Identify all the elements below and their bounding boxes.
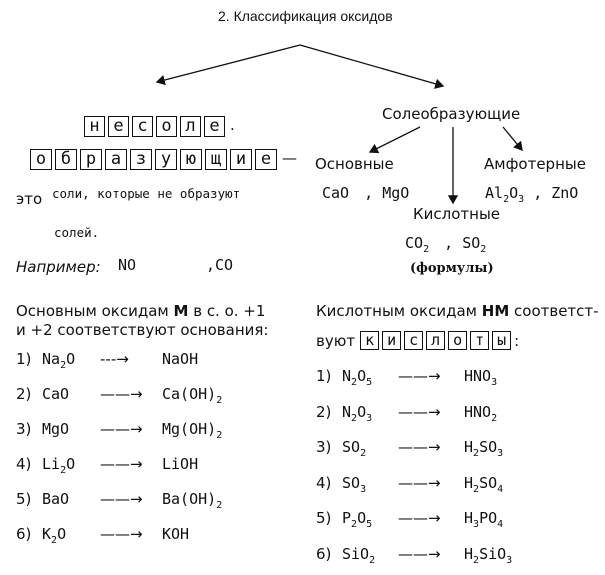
reaction-arrow: ——→ (100, 490, 143, 508)
letters-row-2 (30, 149, 297, 170)
basic-section-line-1: Основным оксидам М в с. о. +1 (16, 302, 266, 320)
amphoteric-examples: $Al_2O_3$ , ZnO (485, 184, 579, 205)
reaction-arrow: ——→ (398, 438, 441, 456)
letter-box: е (204, 116, 225, 137)
row-number: 4) (316, 473, 332, 492)
reaction-arrow: ——→ (100, 525, 143, 543)
row-number: 2) (16, 385, 32, 403)
product-sub: 2 (216, 395, 223, 406)
letter-box: щ (205, 149, 227, 170)
row-number: 3) (316, 438, 332, 456)
reaction-row (316, 367, 497, 388)
reaction-row (316, 509, 503, 530)
letter-box: л (180, 116, 201, 137)
row-number: 1) (16, 350, 32, 368)
product-part: LiOH (162, 455, 199, 473)
trail-dash: — (282, 149, 297, 167)
reaction-row (16, 490, 222, 511)
product-part: H (464, 473, 474, 492)
oxide-sub: 2 (351, 519, 358, 530)
product-sub: 2 (473, 554, 480, 566)
oxide-formula (42, 490, 100, 508)
page-title: 2. Классификация оксидов (218, 8, 393, 24)
letter-box: з (130, 149, 152, 170)
letters-row-1 (84, 116, 235, 137)
oxide-part: MgO (42, 420, 70, 438)
reaction-arrow: ——→ (398, 402, 441, 421)
reaction-arrow: ——→ (398, 544, 441, 563)
row-number: 3) (16, 420, 32, 438)
reaction-row (16, 420, 222, 441)
product-sub: 2 (473, 448, 480, 459)
example-co: ,CO (206, 256, 234, 274)
basic-examples: CaO , MgO (322, 184, 410, 202)
letter-box: с (404, 331, 423, 350)
acidic-label: Кислотные (413, 205, 501, 223)
product-formula (464, 509, 504, 530)
reaction-row (316, 403, 497, 424)
arrow-to-basic (370, 127, 420, 152)
reaction-arrow: ---→ (100, 350, 129, 368)
product-formula (162, 350, 198, 368)
oxide-formula (42, 350, 100, 371)
oxide-part: N (342, 367, 352, 385)
trail-dot: . (230, 116, 235, 134)
reaction-row (16, 455, 198, 476)
oxide-formula (342, 509, 398, 530)
product-sub: 2 (473, 483, 480, 495)
oxide-part: Li (42, 455, 61, 473)
letter-box: т (470, 331, 489, 350)
acidic-examples: $CO_2$ , $SO_2$ (405, 234, 487, 255)
oxide-sub: 2 (351, 412, 358, 424)
product-part: KOH (162, 525, 190, 543)
reaction-arrow: ——→ (398, 473, 441, 492)
reaction-row (16, 525, 189, 546)
basic-section-line-2: и +2 соответствуют основания: (16, 321, 269, 339)
product-formula (162, 455, 198, 473)
oxide-part: SO (342, 438, 361, 456)
arrow-to-nonsalt (157, 45, 300, 82)
definition-line-2: солей. (54, 225, 100, 240)
oxide-sub: 2 (60, 360, 67, 371)
reaction-arrow: ——→ (100, 420, 143, 438)
row-number: 1) (316, 367, 332, 385)
product-sub: 2 (491, 412, 498, 424)
oxide-part: O (66, 455, 76, 473)
oxide-sub: 2 (369, 554, 376, 566)
product-part: SiO (479, 544, 507, 563)
oxide-part: Na (42, 350, 61, 368)
definition-line-1: соли, которые не образуют (52, 186, 241, 201)
reaction-row (316, 438, 503, 459)
reaction-arrow: ——→ (398, 367, 441, 385)
oxide-part: O (57, 525, 67, 543)
oxide-formula (342, 474, 398, 495)
oxide-sub: 5 (366, 377, 373, 388)
product-formula (162, 490, 223, 511)
letter-box: у (155, 149, 177, 170)
eto-label: это (16, 190, 43, 208)
letter-box: е (255, 149, 277, 170)
oxide-part: P (342, 509, 352, 527)
reaction-row (316, 545, 512, 566)
acid-section-line-2: вуют к и с л о т ы : (316, 331, 520, 350)
product-formula (162, 525, 189, 543)
product-sub: 2 (216, 500, 223, 511)
row-number: 4) (16, 455, 32, 473)
row-number: 5) (16, 490, 32, 508)
reaction-arrow: ——→ (100, 455, 143, 473)
product-sub: 4 (497, 519, 504, 530)
letter-box: о (30, 149, 52, 170)
oxide-part: O (357, 509, 367, 527)
oxide-part: K (42, 525, 52, 543)
oxide-part: N (342, 402, 352, 421)
row-number: 2) (316, 402, 332, 421)
letter-box: ю (180, 149, 202, 170)
product-part: Ca(OH) (162, 385, 217, 403)
product-sub: 3 (497, 448, 504, 459)
oxide-formula (342, 545, 398, 566)
example-no: NO (118, 256, 137, 274)
row-number: 5) (316, 509, 332, 527)
oxide-sub: 2 (360, 448, 367, 459)
oxide-formula (42, 525, 100, 546)
letter-box: л (426, 331, 445, 350)
letter-box: к (360, 331, 379, 350)
acid-section-line-1: Кислотным оксидам НМ соответст- (316, 302, 599, 320)
product-part: H (464, 544, 474, 563)
product-formula (464, 473, 504, 495)
product-part: NaOH (162, 350, 199, 368)
oxide-part: SiO (342, 544, 370, 563)
oxide-sub: 2 (51, 535, 58, 546)
oxide-part: BaO (42, 490, 70, 508)
product-sub: 3 (506, 554, 513, 566)
reaction-row (316, 474, 503, 495)
oxide-formula (342, 438, 398, 459)
row-number: 6) (316, 544, 332, 563)
product-formula (464, 367, 498, 388)
oxide-formula (42, 420, 100, 438)
letter-box: с (132, 116, 153, 137)
arrow-to-amph (503, 127, 522, 150)
oxide-sub: 2 (351, 377, 358, 388)
oxide-sub: 2 (60, 465, 67, 476)
oxide-part: CaO (42, 385, 70, 403)
letter-box: и (382, 331, 401, 350)
oxide-formula (42, 455, 100, 476)
reaction-row (16, 350, 198, 371)
letter-box: н (84, 116, 105, 137)
product-sub: 4 (497, 483, 504, 495)
oxide-part: O (357, 402, 367, 421)
product-formula (464, 402, 498, 424)
product-formula (162, 385, 223, 406)
oxide-sub: 3 (360, 483, 367, 495)
salt-forming-heading: Солеобразующие (382, 105, 521, 123)
product-part: Mg(OH) (162, 420, 217, 438)
formulas-note: (формулы) (410, 261, 494, 276)
reaction-row (16, 385, 222, 406)
product-part: PO (479, 509, 498, 527)
product-part: SO (479, 438, 498, 456)
oxide-part: O (66, 350, 76, 368)
letter-box: б (55, 149, 77, 170)
product-part: SO (479, 473, 498, 492)
product-sub: 3 (473, 519, 480, 530)
letter-box: е (108, 116, 129, 137)
product-part: HNO (464, 402, 492, 421)
product-sub: 2 (216, 430, 223, 441)
amphoteric-label: Амфотерные (484, 155, 586, 173)
product-formula (464, 438, 504, 459)
letter-box: ы (492, 331, 511, 350)
product-sub: 3 (491, 377, 498, 388)
reaction-arrow: ——→ (100, 385, 143, 403)
row-number: 6) (16, 525, 32, 543)
product-formula (162, 420, 223, 441)
example-label: Например: (16, 258, 101, 276)
product-part: H (464, 509, 474, 527)
oxide-formula (342, 403, 398, 424)
letter-box: р (80, 149, 102, 170)
letter-box: о (156, 116, 177, 137)
letter-box: а (105, 149, 127, 170)
product-formula (464, 544, 513, 566)
basic-label: Основные (315, 155, 394, 173)
oxide-sub: 5 (366, 519, 373, 530)
product-part: HNO (464, 367, 492, 385)
oxide-part: SO (342, 473, 361, 492)
arrow-to-salt (300, 45, 443, 86)
oxide-part: O (357, 367, 367, 385)
oxide-formula (342, 367, 398, 388)
letter-box: и (230, 149, 252, 170)
reaction-arrow: ——→ (398, 509, 441, 527)
product-part: Ba(OH) (162, 490, 217, 508)
letter-box: о (448, 331, 467, 350)
product-part: H (464, 438, 474, 456)
oxide-sub: 3 (366, 412, 373, 424)
oxide-formula (42, 385, 100, 403)
